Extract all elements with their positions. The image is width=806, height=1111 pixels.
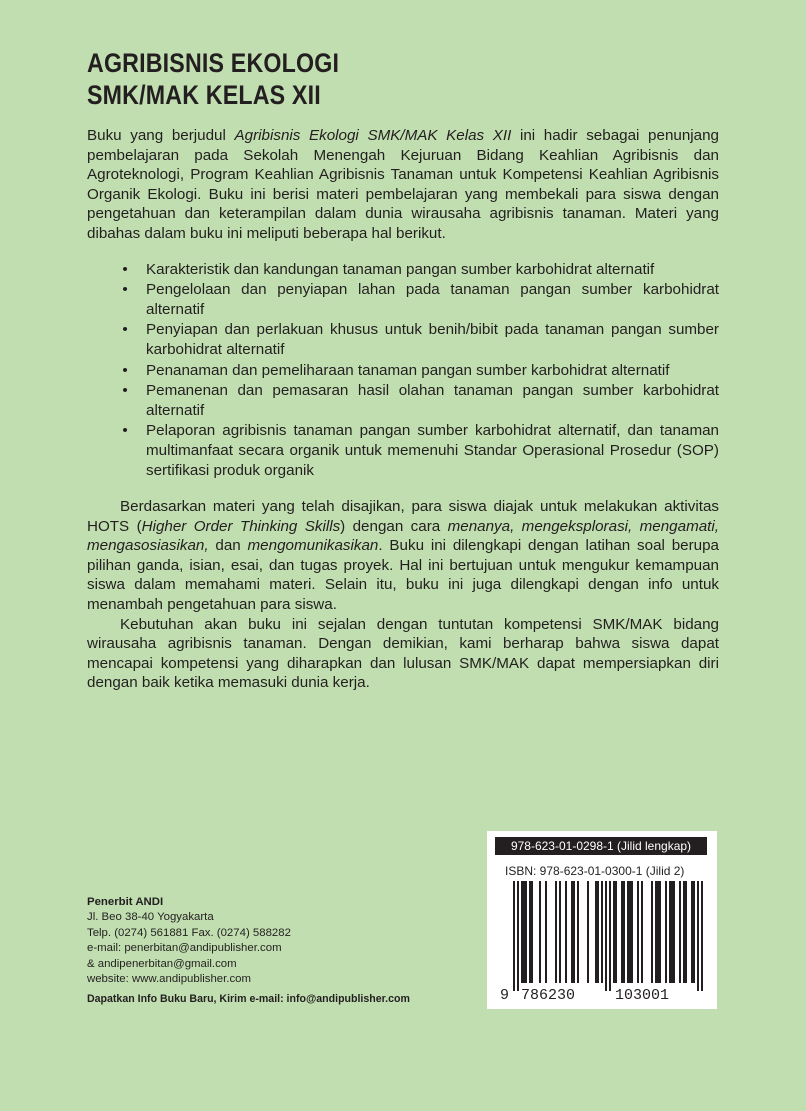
barcode-bar [659,881,661,983]
intro-text-end: ini hadir sebagai penunjang pembelajaran pada Sekolah Menengah Kejuruan Bidang Keahlian Agribisnis dan Agroteknologi, Program Keahlian Agribisnis Tanaman untuk Kompetensi Keahlian Agribisnis Organik Ekologi. Buku ini berisi materi pembelajaran yang membekali para siswa dengan pengetahuan dan keterampilan dalam dunia wirausaha agribisnis tanaman. Materi yang dibahas dalam buku ini meliputi beberapa hal berikut. [87,127,719,242]
hots-last-verb: mengomunikasikan [247,537,379,555]
topic-text: Penanaman dan pemeliharaan tanaman pangan sumber karbohidrat alternatif [146,361,670,379]
intro-paragraph [87,126,719,244]
barcode-bar [609,881,611,991]
barcode-digit-lead: 9 [500,987,510,1003]
barcode-bar [651,881,653,983]
topic-list-item [119,361,719,381]
barcode-bar [621,881,623,983]
hots-term: Higher Order Thinking Skills [141,517,341,535]
intro-text-start: Buku yang berjudul [87,127,235,144]
topic-text: Pemanenan dan pemasaran hasil olahan tanaman pangan sumber karbohidrat alternatif [146,382,719,419]
barcode-bar [641,881,643,983]
barcode-bar [613,881,615,983]
publisher-info [87,895,291,987]
topic-text: Karakteristik dan kandungan tanaman pangan sumber karbohidrat alternatif [146,260,655,278]
barcode-bar [573,881,575,983]
barcode-bar [637,881,639,983]
barcode-bar [673,881,675,983]
barcode-bar [629,881,631,983]
barcode-digits-left: 786230 [521,987,576,1003]
barcode-icon [497,881,707,1003]
barcode-bar [595,881,597,983]
barcode-bar [683,881,685,983]
title-line-1: AGRIBISNIS EKOLOGI [87,48,340,78]
hots-text-4: . Buku ini dilengkapi dengan latihan soal berupa pilihan ganda, isian, esai, dan tugas proyek. Hal ini bertujuan untuk mengukur kemampuan siswa dalam memahami materi. Selain itu, buku ini juga dilengkapi dengan info untuk menambah pengetahuan para siswa. [87,537,719,614]
barcode-bar [655,881,657,983]
isbn-complete-label: 978-623-01-0298-1 (Jilid lengkap) [495,837,707,855]
book-title [87,47,339,111]
topic-list-item [119,381,719,420]
barcode-bar [529,881,531,983]
hots-text-2: ) dengan cara [340,517,448,535]
barcode-bar [665,881,667,983]
bullet-icon: • [122,321,128,339]
topic-text: Pengelolaan dan penyiapan lahan pada tanaman pangan sumber karbohidrat alternatif [146,281,719,318]
barcode-bar [669,881,671,983]
isbn-barcode-box [487,831,717,1009]
topic-list-item [119,260,719,280]
barcode-bar [571,881,573,983]
publisher-website: website: www.andipublisher.com [87,973,251,986]
closing-paragraph: Kebutuhan akan buku ini sejalan dengan tuntutan kompetensi SMK/MAK bidang wirausaha agribisnis tanaman. Dengan demikian, kami berharap bahwa siswa dapat mencapai kompetensi yang diharapkan dan lulusan SMK/MAK dapat mempersiapkan diri dengan baik ketika memasuki dunia kerja. [87,615,719,692]
new-book-info-line: Dapatkan Info Buku Baru, Kirim e-mail: info@andipublisher.com [87,993,410,1005]
publisher-address: Jl. Beo 38-40 Yogyakarta [87,911,214,924]
barcode-digits-right: 103001 [615,987,670,1003]
barcode-bar [587,881,589,983]
hots-text-1: Berdasarkan materi yang telah disajikan, para siswa diajak untuk melakukan aktivitas HOTS ( [87,498,719,535]
title-line-2: SMK/MAK KELAS XII [87,80,321,110]
bullet-icon: • [122,361,128,379]
barcode-bar [565,881,567,983]
publisher-name: Penerbit ANDI [87,896,164,908]
barcode-bar [631,881,633,983]
barcode-bar [671,881,673,983]
bullet-icon: • [122,382,128,400]
barcode-bar [523,881,525,983]
barcode-bar [697,881,699,991]
hots-verbs: menanya, mengeksplorasi, mengamati, mengasosiasikan, [87,517,719,555]
bullet-icon: • [122,281,128,299]
topic-text: Pelaporan agribisnis tanaman pangan sumber karbohidrat alternatif, dan tanaman multimanfaat secara organik untuk memenuhi Standar Operasional Prosedur (SOP) sertifikasi produk organik [146,422,719,479]
barcode-bar [577,881,579,983]
barcode-bar [521,881,523,983]
barcode-bar [701,881,703,991]
back-cover-blurb [87,126,719,693]
isbn-volume-label: ISBN: 978-623-01-0300-1 (Jilid 2) [505,864,685,878]
barcode-bar [657,881,659,983]
topic-text: Penyiapan dan perlakuan khusus untuk benih/bibit pada tanaman pangan sumber karbohidrat alternatif [146,321,719,358]
barcode-bar [539,881,541,983]
barcode-bar [627,881,629,983]
hots-paragraph [87,497,719,615]
topic-list [87,260,719,481]
intro-book-title: Agribisnis Ekologi SMK/MAK Kelas XII [234,127,512,144]
barcode-bar [679,881,681,983]
barcode-bar [525,881,527,983]
barcode-bar [517,881,519,991]
barcode-bar [601,881,603,983]
topic-list-item [119,320,719,359]
barcode-bar [531,881,533,983]
barcode-bar [513,881,515,991]
barcode-bar [691,881,693,983]
barcode-bar [597,881,599,983]
barcode-bar [559,881,561,983]
barcode-bar [615,881,617,983]
hots-text-3: dan [208,537,248,555]
bullet-icon: • [122,422,128,440]
barcode-bar [685,881,687,983]
barcode-bar [545,881,547,983]
topic-list-item [119,421,719,480]
publisher-email: e-mail: penerbitan@andipublisher.com [87,942,282,955]
topic-list-item [119,280,719,319]
bullet-icon: • [122,260,128,278]
publisher-email-alt: & andipenerbitan@gmail.com [87,957,237,970]
publisher-phone: Telp. (0274) 561881 Fax. (0274) 588282 [87,926,291,939]
barcode-bar [693,881,695,983]
barcode-bar [555,881,557,983]
barcode-bar [605,881,607,991]
barcode-bar [623,881,625,983]
